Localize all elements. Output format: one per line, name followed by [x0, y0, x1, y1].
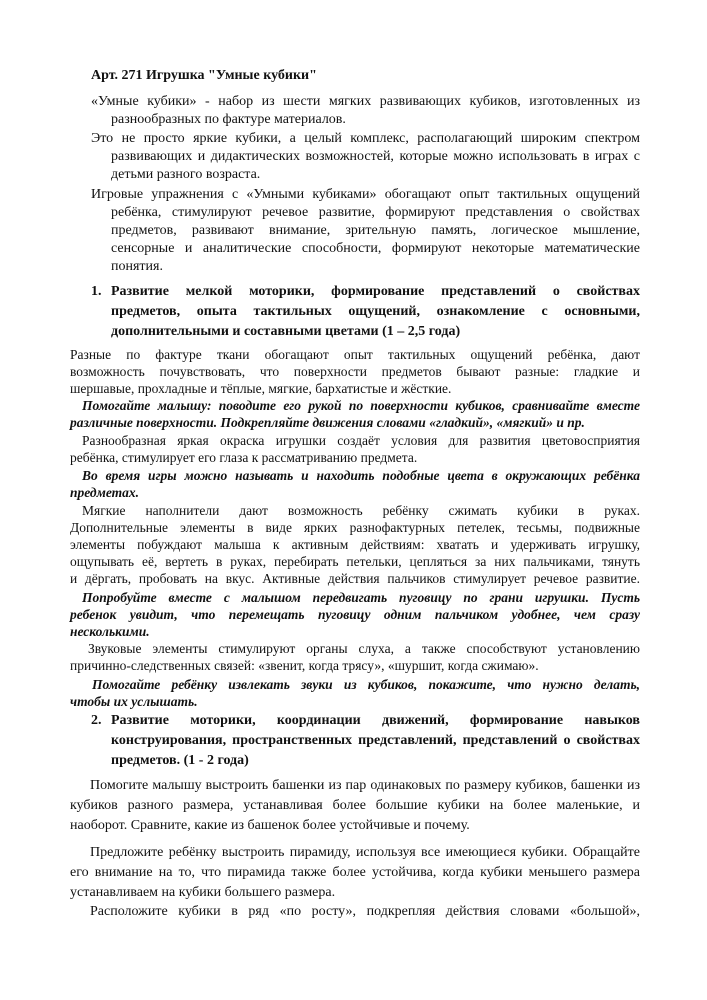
section-1-tip-3-line-1: Попробуйте вместе с малышом передвигать пуговицу по грани игрушки. Пусть: [82, 590, 640, 605]
section-1-text-4-line-1: Звуковые элементы стимулируют органы слуха, а также способствуют установлению: [88, 641, 640, 656]
section-1-text-3-line-5: и дёргать, пробовать на вкус. Активные действия пальчиков стимулирует речевое развитие.: [70, 571, 640, 586]
section-1-heading-line-2: предметов, опыта тактильных ощущений, ознакомление с основными,: [111, 304, 640, 319]
section-1-tip-4-line-1: Помогайте ребёнку извлекать звуки из кубиков, покажите, что нужно делать,: [92, 677, 640, 692]
intro-paragraph-2-line-2: развивающих и дидактических возможностей, которые можно использовать в играх с: [111, 149, 640, 164]
section-1-text-1-line-1: Разные по фактуре ткани обогащают опыт тактильных ощущений ребёнка, дают: [70, 347, 640, 362]
section-1-text-1-line-3: шершавые, прохладные и тёплые, мягкие, бархатистые и жёсткие.: [70, 381, 452, 396]
intro-paragraph-1-line-1: «Умные кубики» - набор из шести мягких развивающих кубиков, изготовленных из: [91, 94, 640, 109]
section-1-text-2-line-2: ребёнка, стимулирует его глаза к рассматриванию предмета.: [70, 450, 418, 465]
section-1-text-3-line-1: Мягкие наполнители дают возможность ребёнку сжимать кубики в руках.: [82, 503, 640, 518]
section-1-text-3-line-3: элементы побуждают малыша к активным действиям: хватать и удерживать игрушку,: [70, 537, 640, 552]
intro-paragraph-3-line-3: предметов, развивают внимание, зрительную память, логическое мышление,: [111, 223, 640, 238]
section-1-tip-2-line-2: предметах.: [70, 485, 140, 500]
section-2-heading-line-1: Развитие моторики, координации движений, формирование навыков: [111, 713, 640, 728]
section-1-tip-3-line-2: ребенок увидит, что перемещать пуговицу одним пальчиком удобнее, чем сразу: [70, 607, 640, 622]
section-2-number: 2.: [91, 713, 102, 728]
section-1-number: 1.: [91, 284, 102, 299]
section-1-heading-line-3: дополнительными и составными цветами (1 – 2,5 года): [111, 324, 461, 339]
intro-paragraph-3-line-4: сенсорные и аналитические способности, формируют некоторые математические: [111, 241, 640, 256]
intro-paragraph-2-line-3: детьми разного возраста.: [111, 167, 261, 182]
intro-paragraph-3-line-2: ребёнка, стимулируют речевое развитие, формируют представления о свойствах: [111, 205, 640, 220]
section-2-paragraph-3-line-1: Расположите кубики в ряд «по росту», подкрепляя действия словами «большой»,: [90, 904, 640, 919]
intro-paragraph-1-line-2: разнообразных по фактуре материалов.: [111, 112, 346, 127]
section-1-tip-2-line-1: Во время игры можно называть и находить подобные цвета в окружающих ребёнка: [82, 468, 640, 483]
intro-paragraph-3-line-5: понятия.: [111, 259, 163, 274]
section-1-tip-1-line-1: Помогайте малышу: поводите его рукой по поверхности кубиков, сравнивайте вместе: [82, 398, 640, 413]
section-2-paragraph-1-line-1: Помогите малышу выстроить башенки из пар одинаковых по размеру кубиков, башенки из: [90, 778, 640, 793]
section-2-heading-line-2: конструирования, пространственных представлений, представлений о свойствах: [111, 733, 640, 748]
section-2-paragraph-2-line-1: Предложите ребёнку выстроить пирамиду, используя все имеющиеся кубики. Обращайте: [90, 845, 640, 860]
section-2-paragraph-1-line-2: кубиков разного размера, устанавливая более большие кубики на более маленькие, и: [70, 798, 640, 813]
section-2-heading-line-3: предметов. (1 - 2 года): [111, 753, 249, 768]
section-2-paragraph-1-line-3: наоборот. Сравните, какие из башенок более устойчивые и почему.: [70, 818, 470, 833]
section-1-text-3-line-2: Дополнительные элементы в виде ярких разнофактурных петелек, тесьмы, подвижные: [70, 520, 640, 535]
section-2-paragraph-2-line-3: устанавливаем на кубики большего размера.: [70, 885, 336, 900]
document-title: Арт. 271 Игрушка "Умные кубики": [91, 68, 317, 83]
section-1-tip-1-line-2: различные поверхности. Подкрепляйте движения словами «гладкий», «мягкий» и пр.: [70, 415, 585, 430]
intro-paragraph-3-line-1: Игровые упражнения с «Умными кубиками» обогащают опыт тактильных ощущений: [91, 187, 640, 202]
intro-paragraph-2-line-1: Это не просто яркие кубики, а целый комплекс, располагающий широким спектром: [91, 131, 640, 146]
section-2-paragraph-2-line-2: его внимание на то, что пирамида также более устойчива, когда кубики меньшего размера: [70, 865, 640, 880]
section-1-text-3-line-4: ощупывать её, вертеть в руках, перебирать петельки, цепляться за них пальчиками, тянуть: [70, 554, 640, 569]
section-1-text-2-line-1: Разнообразная яркая окраска игрушки создаёт условия для развития цветовосприятия: [82, 433, 640, 448]
section-1-tip-4-line-2: чтобы их услышать.: [70, 694, 198, 709]
section-1-text-1-line-2: возможность почувствовать, что поверхности предметов бывают разные: гладкие и: [70, 364, 640, 379]
section-1-tip-3-line-3: несколькими.: [70, 624, 150, 639]
section-1-heading-line-1: Развитие мелкой моторики, формирование представлений о свойствах: [111, 284, 640, 299]
section-1-text-4-line-2: причинно-следственных связей: «звенит, когда трясу», «шуршит, когда сжимаю».: [70, 658, 539, 673]
